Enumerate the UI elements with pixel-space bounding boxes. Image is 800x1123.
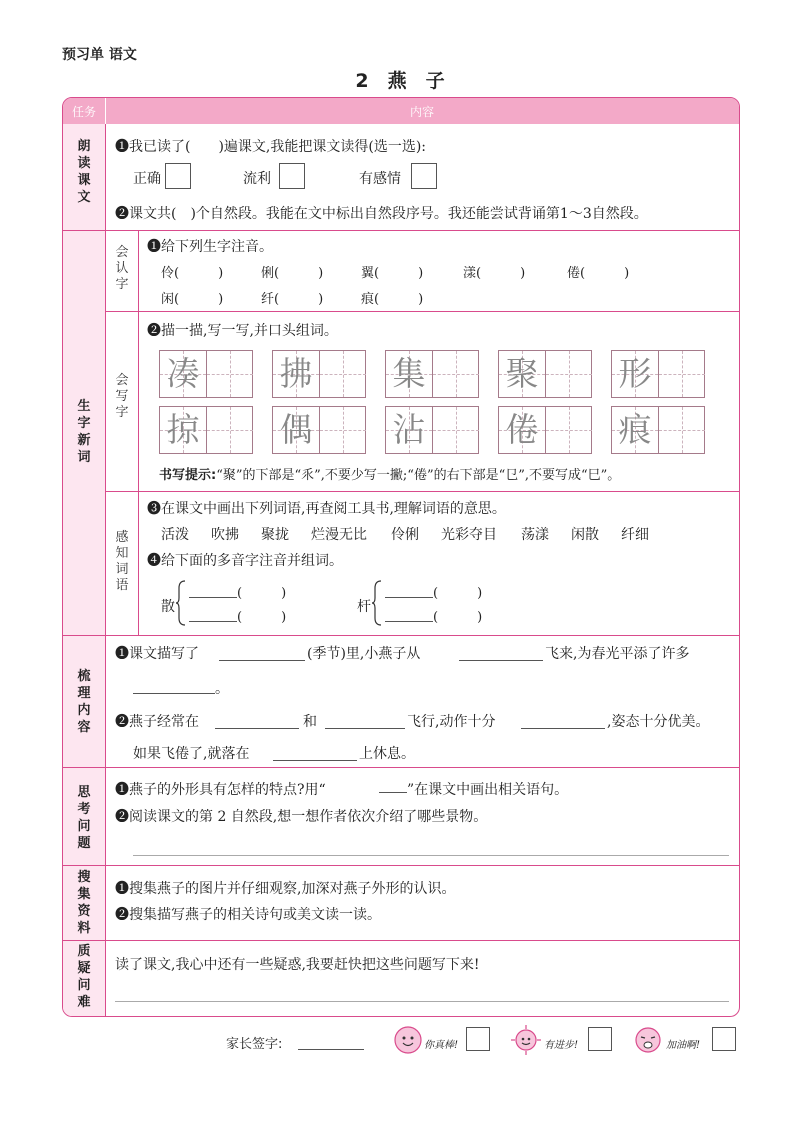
rating-box[interactable] — [466, 1027, 490, 1051]
vocab-word: 荡漾 — [521, 527, 549, 543]
collect-q1: ❶搜集燕子的图片并仔细观察,加深对燕子外形的认识。 — [115, 881, 456, 897]
polyphone-paren[interactable]: ( ) — [433, 610, 483, 625]
trace-char: 偶 — [279, 410, 313, 449]
sublabel-vocab: 感知词语 — [115, 530, 129, 593]
writing-tip-text: “聚”的下部是“乑”,不要少写一撇;“倦”的右下部是“㔾”,不要写成“巳”。 — [216, 468, 621, 483]
sticker-label: 有进步! — [544, 1040, 579, 1051]
trace-char: 倦 — [505, 410, 539, 449]
option-correct-label: 正确 — [133, 171, 161, 187]
think-q1a: ❶燕子的外形具有怎样的特点?用“ — [115, 782, 326, 798]
reading-q2: ❷课文共( )个自然段。我能在文中标出自然段序号。我还能尝试背诵第1～3自然段。 — [115, 206, 648, 222]
series-label: 预习单 语文 — [62, 47, 137, 63]
task-label-reading: 朗读课文 — [77, 139, 91, 205]
think-q2: ❷阅读课文的第 2 自然段,想一想作者依次介绍了哪些景物。 — [115, 809, 488, 825]
answer-blank[interactable] — [273, 759, 357, 761]
polyphone-char: 散 — [161, 599, 175, 615]
task-label-sort: 梳理内容 — [77, 669, 91, 735]
polyphone-blank[interactable] — [385, 596, 433, 598]
vocab-q4: ❹给下面的多音字注音并组词。 — [147, 553, 343, 569]
writing-grid[interactable] — [385, 406, 479, 454]
sort-text: 如果飞倦了,就落在 — [133, 746, 250, 762]
writing-grid[interactable] — [272, 406, 366, 454]
polyphone-blank[interactable] — [385, 620, 433, 622]
task-label-think: 思考问题 — [77, 785, 91, 851]
option-fluent-checkbox[interactable] — [279, 163, 305, 189]
pinyin-item[interactable]: 漾( ) — [463, 266, 526, 281]
vocab-word: 闲散 — [571, 527, 599, 543]
sticker-label: 你真棒! — [424, 1040, 459, 1051]
sublabel-recognize: 会认字 — [115, 245, 129, 292]
polyphone-blank[interactable] — [189, 620, 237, 622]
worksheet-table — [62, 97, 740, 1017]
pinyin-item[interactable]: 痕( ) — [361, 292, 424, 307]
trace-char: 形 — [618, 354, 652, 393]
answer-line[interactable] — [115, 1000, 729, 1002]
option-emotion-checkbox[interactable] — [411, 163, 437, 189]
writing-tip-label: 书写提示: — [159, 468, 217, 483]
vocab-word: 聚拢 — [261, 527, 289, 543]
sort-text: ,姿态十分优美。 — [607, 714, 710, 730]
col-content-header: 内容 — [409, 105, 434, 119]
write-question: ❷描一描,写一写,并口头组词。 — [147, 323, 338, 339]
table-header — [63, 98, 739, 124]
question-prompt: 读了课文,我心中还有一些疑惑,我要赶快把这些问题写下来! — [115, 957, 480, 973]
vocab-word: 活泼 — [161, 527, 189, 543]
reading-q1: ❶我已读了( )遍课文,我能把课文读得(选一选): — [115, 139, 427, 155]
vocab-word: 光彩夺目 — [441, 527, 497, 543]
sort-text: 。 — [215, 681, 229, 697]
sort-text: ❷燕子经常在 — [115, 714, 199, 730]
trace-char: 痕 — [618, 410, 652, 449]
vocab-word: 伶俐 — [391, 527, 419, 543]
option-correct-checkbox[interactable] — [165, 163, 191, 189]
sort-text: 上休息。 — [359, 746, 415, 762]
sort-text: 和 — [303, 714, 317, 730]
option-emotion-label: 有感情 — [359, 171, 401, 187]
trace-char: 沾 — [392, 410, 426, 449]
sort-text: 飞行,动作十分 — [407, 714, 496, 730]
writing-grid[interactable] — [159, 350, 253, 398]
polyphone-paren[interactable]: ( ) — [237, 610, 287, 625]
answer-blank[interactable] — [459, 659, 543, 661]
answer-line[interactable] — [133, 854, 729, 856]
answer-blank[interactable] — [325, 727, 405, 729]
task-label-chars: 生字新词 — [77, 399, 91, 465]
sort-text: ❶课文描写了 — [115, 646, 199, 662]
smiley-sticker-icon — [392, 1024, 424, 1056]
pinyin-item[interactable]: 伶( ) — [161, 266, 224, 281]
pinyin-item[interactable]: 纤( ) — [261, 292, 324, 307]
parent-signature-label: 家长签字: — [226, 1037, 283, 1052]
writing-grid[interactable] — [611, 406, 705, 454]
trace-char: 凑 — [166, 354, 200, 393]
mark-symbol-blank — [379, 791, 407, 793]
sort-text: (季节)里,小燕子从 — [307, 646, 421, 662]
page-title: 2 燕 子 — [355, 70, 445, 92]
answer-blank[interactable] — [215, 727, 299, 729]
polyphone-paren[interactable]: ( ) — [237, 586, 287, 601]
sticker-label: 加油啊! — [666, 1040, 701, 1051]
trace-char: 拂 — [279, 354, 313, 393]
brace-icon — [175, 580, 187, 626]
polyphone-char: 杆 — [357, 599, 371, 615]
task-label-collect: 搜集资料 — [77, 870, 91, 936]
cheer-sticker-icon — [632, 1024, 664, 1056]
vocab-q3: ❸在课文中画出下列词语,再查阅工具书,理解词语的意思。 — [147, 501, 506, 517]
vocab-word: 烂漫无比 — [311, 527, 367, 543]
writing-grid[interactable] — [498, 406, 592, 454]
recognize-question: ❶给下列生字注音。 — [147, 239, 273, 255]
writing-grid[interactable] — [385, 350, 479, 398]
writing-grid[interactable] — [611, 350, 705, 398]
rating-box[interactable] — [588, 1027, 612, 1051]
vocab-word: 吹拂 — [211, 527, 239, 543]
writing-tip — [159, 464, 620, 483]
answer-blank[interactable] — [219, 659, 305, 661]
writing-grid[interactable] — [159, 406, 253, 454]
task-label-question: 质疑问难 — [77, 944, 91, 1010]
parent-signature-field[interactable] — [298, 1048, 364, 1050]
writing-grid[interactable] — [272, 350, 366, 398]
brace-icon — [371, 580, 383, 626]
pinyin-item[interactable]: 闲( ) — [161, 292, 224, 307]
answer-blank[interactable] — [133, 692, 215, 694]
polyphone-blank[interactable] — [189, 596, 237, 598]
option-fluent-label: 流利 — [243, 171, 271, 187]
trace-char: 掠 — [166, 410, 200, 449]
collect-q2: ❷搜集描写燕子的相关诗句或美文读一读。 — [115, 907, 381, 923]
rating-box[interactable] — [712, 1027, 736, 1051]
sort-text: 飞来,为春光平添了许多 — [545, 646, 690, 662]
pinyin-item[interactable]: 倦( ) — [567, 266, 630, 281]
think-q1b: ”在课文中画出相关语句。 — [407, 782, 569, 798]
sun-sticker-icon — [510, 1024, 542, 1056]
trace-char: 聚 — [505, 354, 539, 393]
writing-grid[interactable] — [498, 350, 592, 398]
pinyin-item[interactable]: 翼( ) — [361, 266, 424, 281]
pinyin-item[interactable]: 俐( ) — [261, 266, 324, 281]
sublabel-write: 会写字 — [115, 373, 129, 420]
col-task-header: 任务 — [71, 105, 96, 119]
vocab-word: 纤细 — [621, 527, 649, 543]
answer-blank[interactable] — [521, 727, 605, 729]
polyphone-paren[interactable]: ( ) — [433, 586, 483, 601]
trace-char: 集 — [392, 354, 426, 393]
